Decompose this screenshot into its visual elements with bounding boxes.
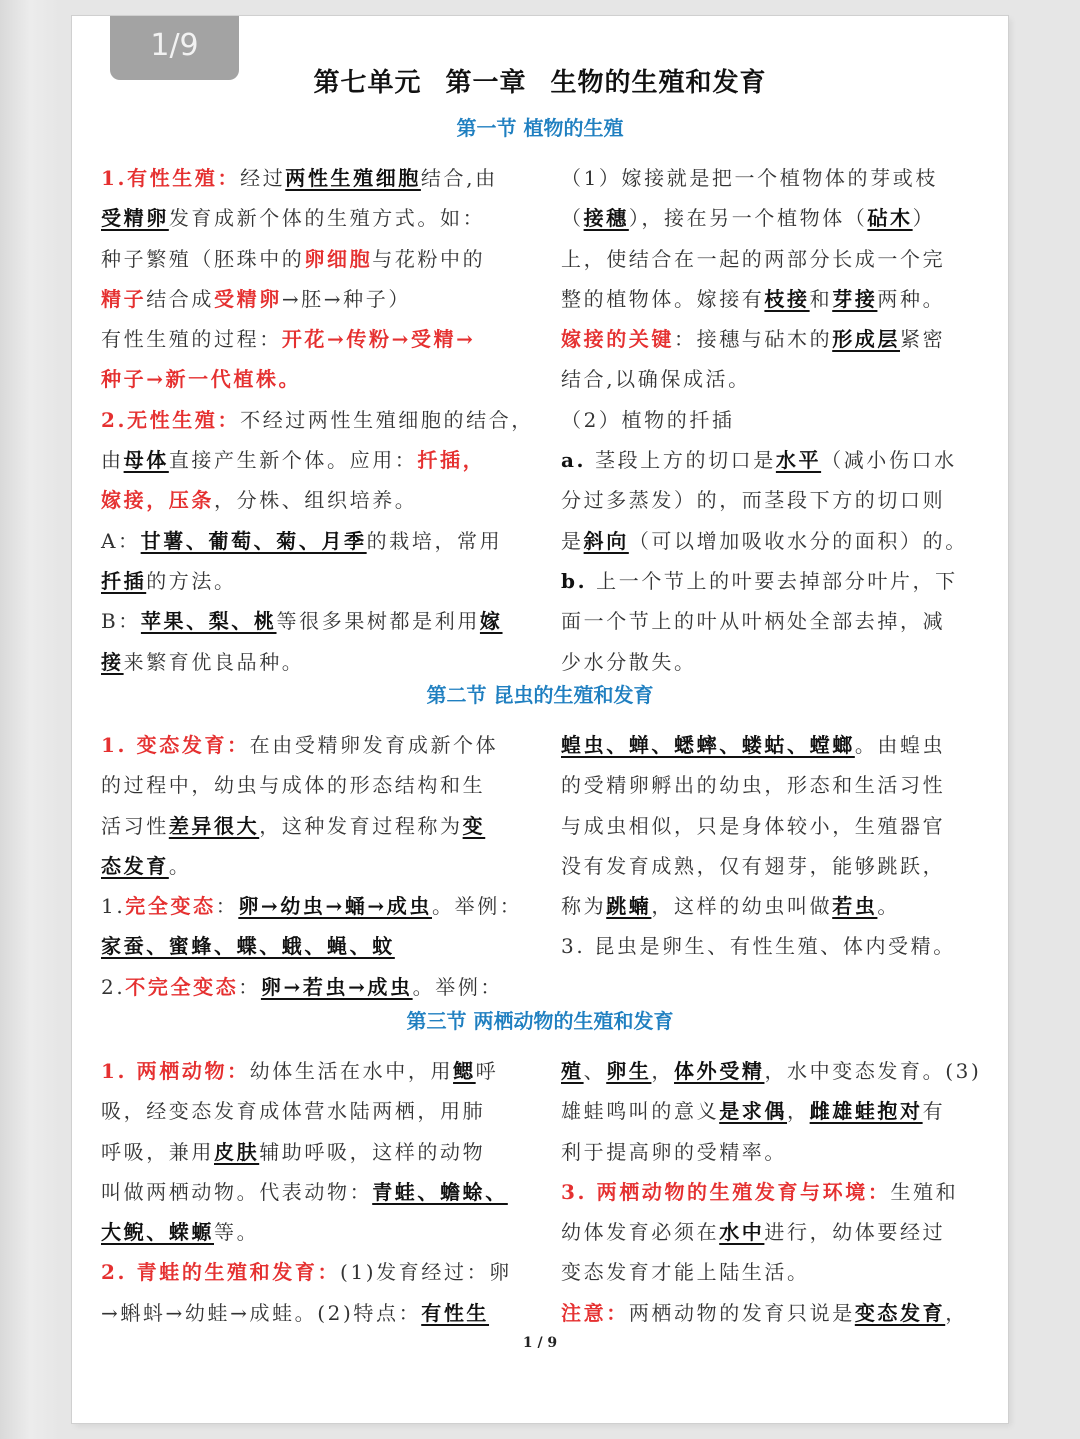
body-text: 种子繁殖（胚珠中的	[101, 246, 305, 271]
key-term-underlined: 皮肤	[214, 1139, 260, 1164]
key-term-underlined: 殖	[561, 1059, 584, 1083]
body-text: ：	[215, 894, 239, 919]
body-text: 呼吸，兼用	[101, 1139, 214, 1164]
text-line	[101, 1051, 521, 1091]
text-line	[101, 400, 534, 440]
body-text: 活习性	[101, 813, 169, 838]
body-text: 叫做两栖动物。代表动物：	[101, 1179, 373, 1204]
key-term-underlined: 卵生	[606, 1059, 652, 1083]
text-line	[101, 319, 521, 359]
key-term-underlined: 两性生殖细胞	[285, 166, 421, 190]
text-line	[101, 521, 521, 561]
key-term-underlined: 跳蝻	[606, 894, 652, 919]
body-text: 进行，幼体要经过	[764, 1220, 946, 1245]
text-line	[561, 846, 981, 886]
text-line	[101, 440, 521, 480]
key-term-underlined: 枝接	[764, 286, 810, 311]
text-line	[561, 725, 981, 765]
text-line	[101, 239, 521, 279]
body-text: 幼体发育必须在	[561, 1220, 720, 1245]
body-text: 的栽培，常用	[366, 528, 503, 553]
text-line	[561, 158, 981, 198]
key-term-underlined: 扦插	[101, 568, 147, 593]
key-term-underlined: 砧木	[867, 206, 913, 231]
body-text: 。举例：	[412, 974, 504, 999]
section-amphibian-right-column	[561, 1051, 981, 1333]
text-line	[561, 1252, 981, 1292]
text-line	[101, 561, 521, 601]
body-text: 等很多果树都是利用	[276, 609, 480, 634]
key-term-underlined: 嫁	[479, 609, 503, 634]
highlight-red-text: 种子→新一代植株。	[101, 367, 302, 392]
section-heading-insect: 第二节 昆虫的生殖和发育	[426, 683, 654, 707]
section-amphibian-left-column	[101, 1051, 521, 1333]
body-text: ：	[238, 974, 261, 999]
body-text: （减小伤口水	[821, 448, 957, 473]
body-text: 茎段上方的切口是	[586, 448, 776, 473]
body-text: (1)发育经过：卵	[340, 1260, 512, 1285]
body-text: 结合,由	[420, 166, 498, 190]
body-text: 由	[101, 448, 124, 473]
body-text: ：接穗与砧木的	[674, 327, 833, 352]
body-text: 没有发育成熟，仅有翅芽，能够跳跃，	[561, 853, 946, 878]
body-text: 发育成新个体的生殖方式。如：	[168, 206, 486, 231]
text-line	[101, 642, 521, 682]
highlight-red-text: 2.无性生殖：	[101, 407, 241, 432]
body-text: ，	[651, 1059, 675, 1083]
body-text: 是	[561, 528, 584, 553]
text-line	[101, 279, 521, 319]
body-text: 的方法。	[146, 568, 237, 593]
page-number-footer: 1 / 9	[522, 1335, 558, 1351]
key-term-underlined: 若虫	[832, 894, 878, 919]
body-text: 面一个节上的叶从叶柄处全部去掉，减	[561, 609, 946, 634]
body-text: 有性生殖的过程：	[101, 327, 282, 352]
body-text: A：	[101, 528, 141, 553]
highlight-red-text: 注意：	[561, 1300, 629, 1325]
text-line	[101, 1172, 521, 1212]
text-line	[101, 158, 521, 198]
highlight-red-text: 嫁接的关键	[561, 327, 674, 352]
key-term-underlined: 甘薯、葡萄、菊、月季	[140, 528, 367, 553]
key-term-underlined: 差异很大	[168, 813, 260, 838]
body-text: （可以增加吸收水分的面积）的。	[628, 528, 968, 553]
page-indicator-badge: 1/9	[110, 16, 239, 80]
body-text: 结合成	[146, 286, 215, 311]
body-text: B：	[101, 609, 141, 634]
text-line	[561, 806, 981, 846]
key-term-underlined: 青蛙、蟾蜍、	[372, 1179, 508, 1204]
text-line	[101, 198, 521, 238]
body-text: 来繁育优良品种。	[123, 649, 305, 674]
text-line	[561, 319, 981, 359]
body-text: 的受精卵孵出的幼虫，形态和生活习性	[561, 773, 946, 798]
body-text: 两栖动物的发育只说是	[628, 1300, 855, 1325]
key-term-underlined: 水平	[775, 448, 822, 473]
text-line	[101, 1132, 521, 1172]
text-line	[101, 765, 521, 805]
body-text: （1）嫁接就是把一个植物体的芽或枝	[561, 166, 938, 190]
body-text: 和	[809, 286, 833, 311]
text-line	[101, 967, 521, 1007]
body-text: 整的植物体。嫁接有	[561, 286, 765, 311]
highlight-red-text: 1.有性生殖：	[101, 166, 241, 190]
text-line	[561, 1132, 981, 1172]
body-text: ，这种发育过程称为	[259, 813, 463, 838]
text-line	[101, 359, 521, 399]
key-term-underlined: 变	[462, 813, 486, 838]
key-term-underlined: 卵→幼虫→蛹→成虫	[238, 894, 432, 919]
highlight-red-text: 3. 两栖动物的生殖发育与环境：	[561, 1179, 891, 1204]
text-line	[101, 1212, 521, 1252]
body-text: 。	[877, 894, 901, 919]
text-line	[561, 359, 981, 399]
highlight-red-text: 1. 两栖动物：	[101, 1059, 250, 1083]
body-text: 3. 昆虫是卵生、有性生殖、体内受精。	[561, 934, 956, 959]
text-line	[561, 440, 981, 480]
section-insect-left-column	[101, 725, 521, 1007]
key-term-underlined: 受精卵	[101, 206, 169, 231]
text-line	[101, 926, 521, 966]
section-heading-plant: 第一节 植物的生殖	[456, 116, 624, 140]
highlight-red-text: 精子	[101, 286, 147, 311]
section-heading-amphibian: 第三节 两栖动物的生殖和发育	[406, 1009, 674, 1033]
key-term-underlined: 水中	[719, 1220, 765, 1245]
text-line	[561, 886, 981, 926]
highlight-red-text: 2. 青蛙的生殖和发育：	[101, 1260, 341, 1285]
body-text: 两种。	[877, 286, 946, 311]
text-line	[101, 480, 521, 520]
body-text: 吸，经变态发育成体营水陆两栖，用肺	[101, 1099, 486, 1124]
highlight-red-text: 扦插，	[417, 448, 486, 473]
key-term-underlined: 家蚕、蜜蜂、蝶、蛾、蝇、蚊	[101, 934, 395, 959]
key-term-underlined: 蝗虫、蝉、蟋蟀、蝼蛄、螳螂	[561, 733, 855, 757]
text-line	[101, 1091, 521, 1131]
highlight-red-text: 受精卵	[214, 286, 282, 311]
body-text: 利于提高卵的受精率。	[561, 1139, 787, 1164]
body-text: 幼体生活在水中，用	[249, 1059, 454, 1083]
key-term-underlined: 斜向	[583, 528, 629, 553]
text-line	[561, 198, 981, 238]
body-text: ，	[787, 1099, 810, 1124]
section-plant-left-column	[101, 158, 534, 682]
key-term-underlined: 母体	[123, 448, 169, 473]
text-line	[101, 601, 521, 641]
text-line	[561, 521, 981, 561]
body-text: 等。	[214, 1220, 260, 1245]
body-text: 紧密	[900, 327, 946, 352]
text-line	[561, 601, 981, 641]
text-line	[561, 765, 981, 805]
text-line	[101, 886, 521, 926]
highlight-red-text: 嫁接，压条	[101, 488, 214, 513]
text-line	[561, 1172, 981, 1212]
body-text: 与花粉中的	[372, 246, 486, 271]
body-text: 2.	[101, 974, 126, 999]
body-text: 。	[168, 853, 192, 878]
key-term-underlined: 态发育	[101, 853, 169, 878]
key-term-underlined: 苹果、梨、桃	[140, 609, 277, 634]
body-text: 少水分散失。	[561, 649, 697, 674]
key-term-underlined: 雌雄蛙抱对	[809, 1099, 923, 1124]
text-line	[561, 239, 981, 279]
text-line	[101, 806, 521, 846]
body-text: （	[561, 206, 584, 231]
text-line	[561, 279, 981, 319]
key-term-underlined: 体外受精	[674, 1059, 765, 1083]
highlight-red-text: 卵细胞	[304, 246, 373, 271]
text-line	[561, 400, 981, 440]
key-term-underlined: 鳃	[453, 1059, 476, 1083]
body-text: 变态发育才能上陆生活。	[561, 1260, 810, 1285]
body-text: 称为	[561, 894, 607, 919]
text-line	[561, 1091, 981, 1131]
body-text: 上，使结合在一起的两部分长成一个完	[561, 246, 946, 271]
text-line	[101, 846, 521, 886]
body-text: ，分株、组织培养。	[214, 488, 418, 513]
text-line	[101, 725, 521, 765]
text-line	[561, 926, 981, 966]
body-text: 生殖和	[890, 1179, 959, 1204]
body-text: 与成虫相似，只是身体较小，生殖器官	[561, 813, 946, 838]
text-line	[561, 642, 981, 682]
bold-label: b.	[561, 568, 588, 593]
body-text: 雄蛙鸣叫的意义	[561, 1099, 720, 1124]
key-term-underlined: 是求偶	[719, 1099, 788, 1124]
body-text: 。由蝗虫	[854, 733, 946, 757]
body-text: 1.	[101, 894, 126, 919]
highlight-red-text: 完全变态	[125, 894, 216, 919]
body-text: ，这样的幼虫叫做	[651, 894, 833, 919]
body-text: 的过程中，幼虫与成体的形态结构和生	[101, 773, 486, 798]
body-text: 经过	[240, 166, 286, 190]
body-text: 有	[922, 1099, 946, 1124]
key-term-underlined: 大鲵、蝾螈	[101, 1220, 214, 1245]
highlight-red-text: 不完全变态	[125, 974, 239, 999]
key-term-underlined: 接穗	[583, 206, 629, 231]
highlight-red-text: 1. 变态发育：	[101, 733, 250, 757]
body-text: 、	[583, 1059, 607, 1083]
key-term-underlined: 变态发育	[854, 1300, 946, 1325]
key-term-underlined: 形成层	[832, 327, 901, 352]
page-title: 第七单元 第一章 生物的生殖和发育	[313, 68, 767, 98]
body-text: →蝌蚪→幼蛙→成蛙。(2)特点：	[101, 1300, 422, 1325]
key-term-underlined: 接	[101, 649, 124, 674]
body-text: ，	[945, 1300, 968, 1325]
section-plant-right-column	[561, 158, 981, 682]
text-line	[561, 480, 981, 520]
body-text: 不经过两性生殖细胞的结合，	[240, 407, 534, 432]
body-text: ），接在另一个植物体（	[628, 206, 868, 231]
body-text: 直接产生新个体。应用：	[168, 448, 418, 473]
body-text: ，水中变态发育。(3)	[764, 1059, 982, 1083]
key-term-underlined: 芽接	[832, 286, 878, 311]
text-line	[561, 1293, 981, 1333]
body-text: 。举例：	[432, 894, 523, 919]
text-line	[101, 1252, 521, 1292]
key-term-underlined: 卵→若虫→成虫	[260, 974, 413, 999]
body-text: ）	[912, 206, 936, 231]
body-text: 在由受精卵发育成新个体	[249, 733, 499, 757]
text-line	[561, 1212, 981, 1252]
body-text: 呼	[475, 1059, 499, 1083]
highlight-red-text: 开花→传粉→受精→	[281, 327, 476, 352]
text-line	[561, 1051, 981, 1091]
section-insect-right-column	[561, 725, 981, 967]
bold-label: a.	[561, 448, 587, 473]
body-text: →胚→种子）	[281, 286, 411, 311]
body-text: 分过多蒸发）的，而茎段下方的切口则	[561, 488, 946, 513]
body-text: 结合,以确保成活。	[561, 367, 751, 392]
body-text: 辅助呼吸，这样的动物	[259, 1139, 486, 1164]
key-term-underlined: 有性生	[421, 1300, 490, 1325]
body-text: 上一个节上的叶要去掉部分叶片，下	[587, 568, 958, 593]
body-text: （2）植物的扦插	[561, 407, 735, 432]
text-line	[561, 561, 981, 601]
text-line	[101, 1293, 521, 1333]
